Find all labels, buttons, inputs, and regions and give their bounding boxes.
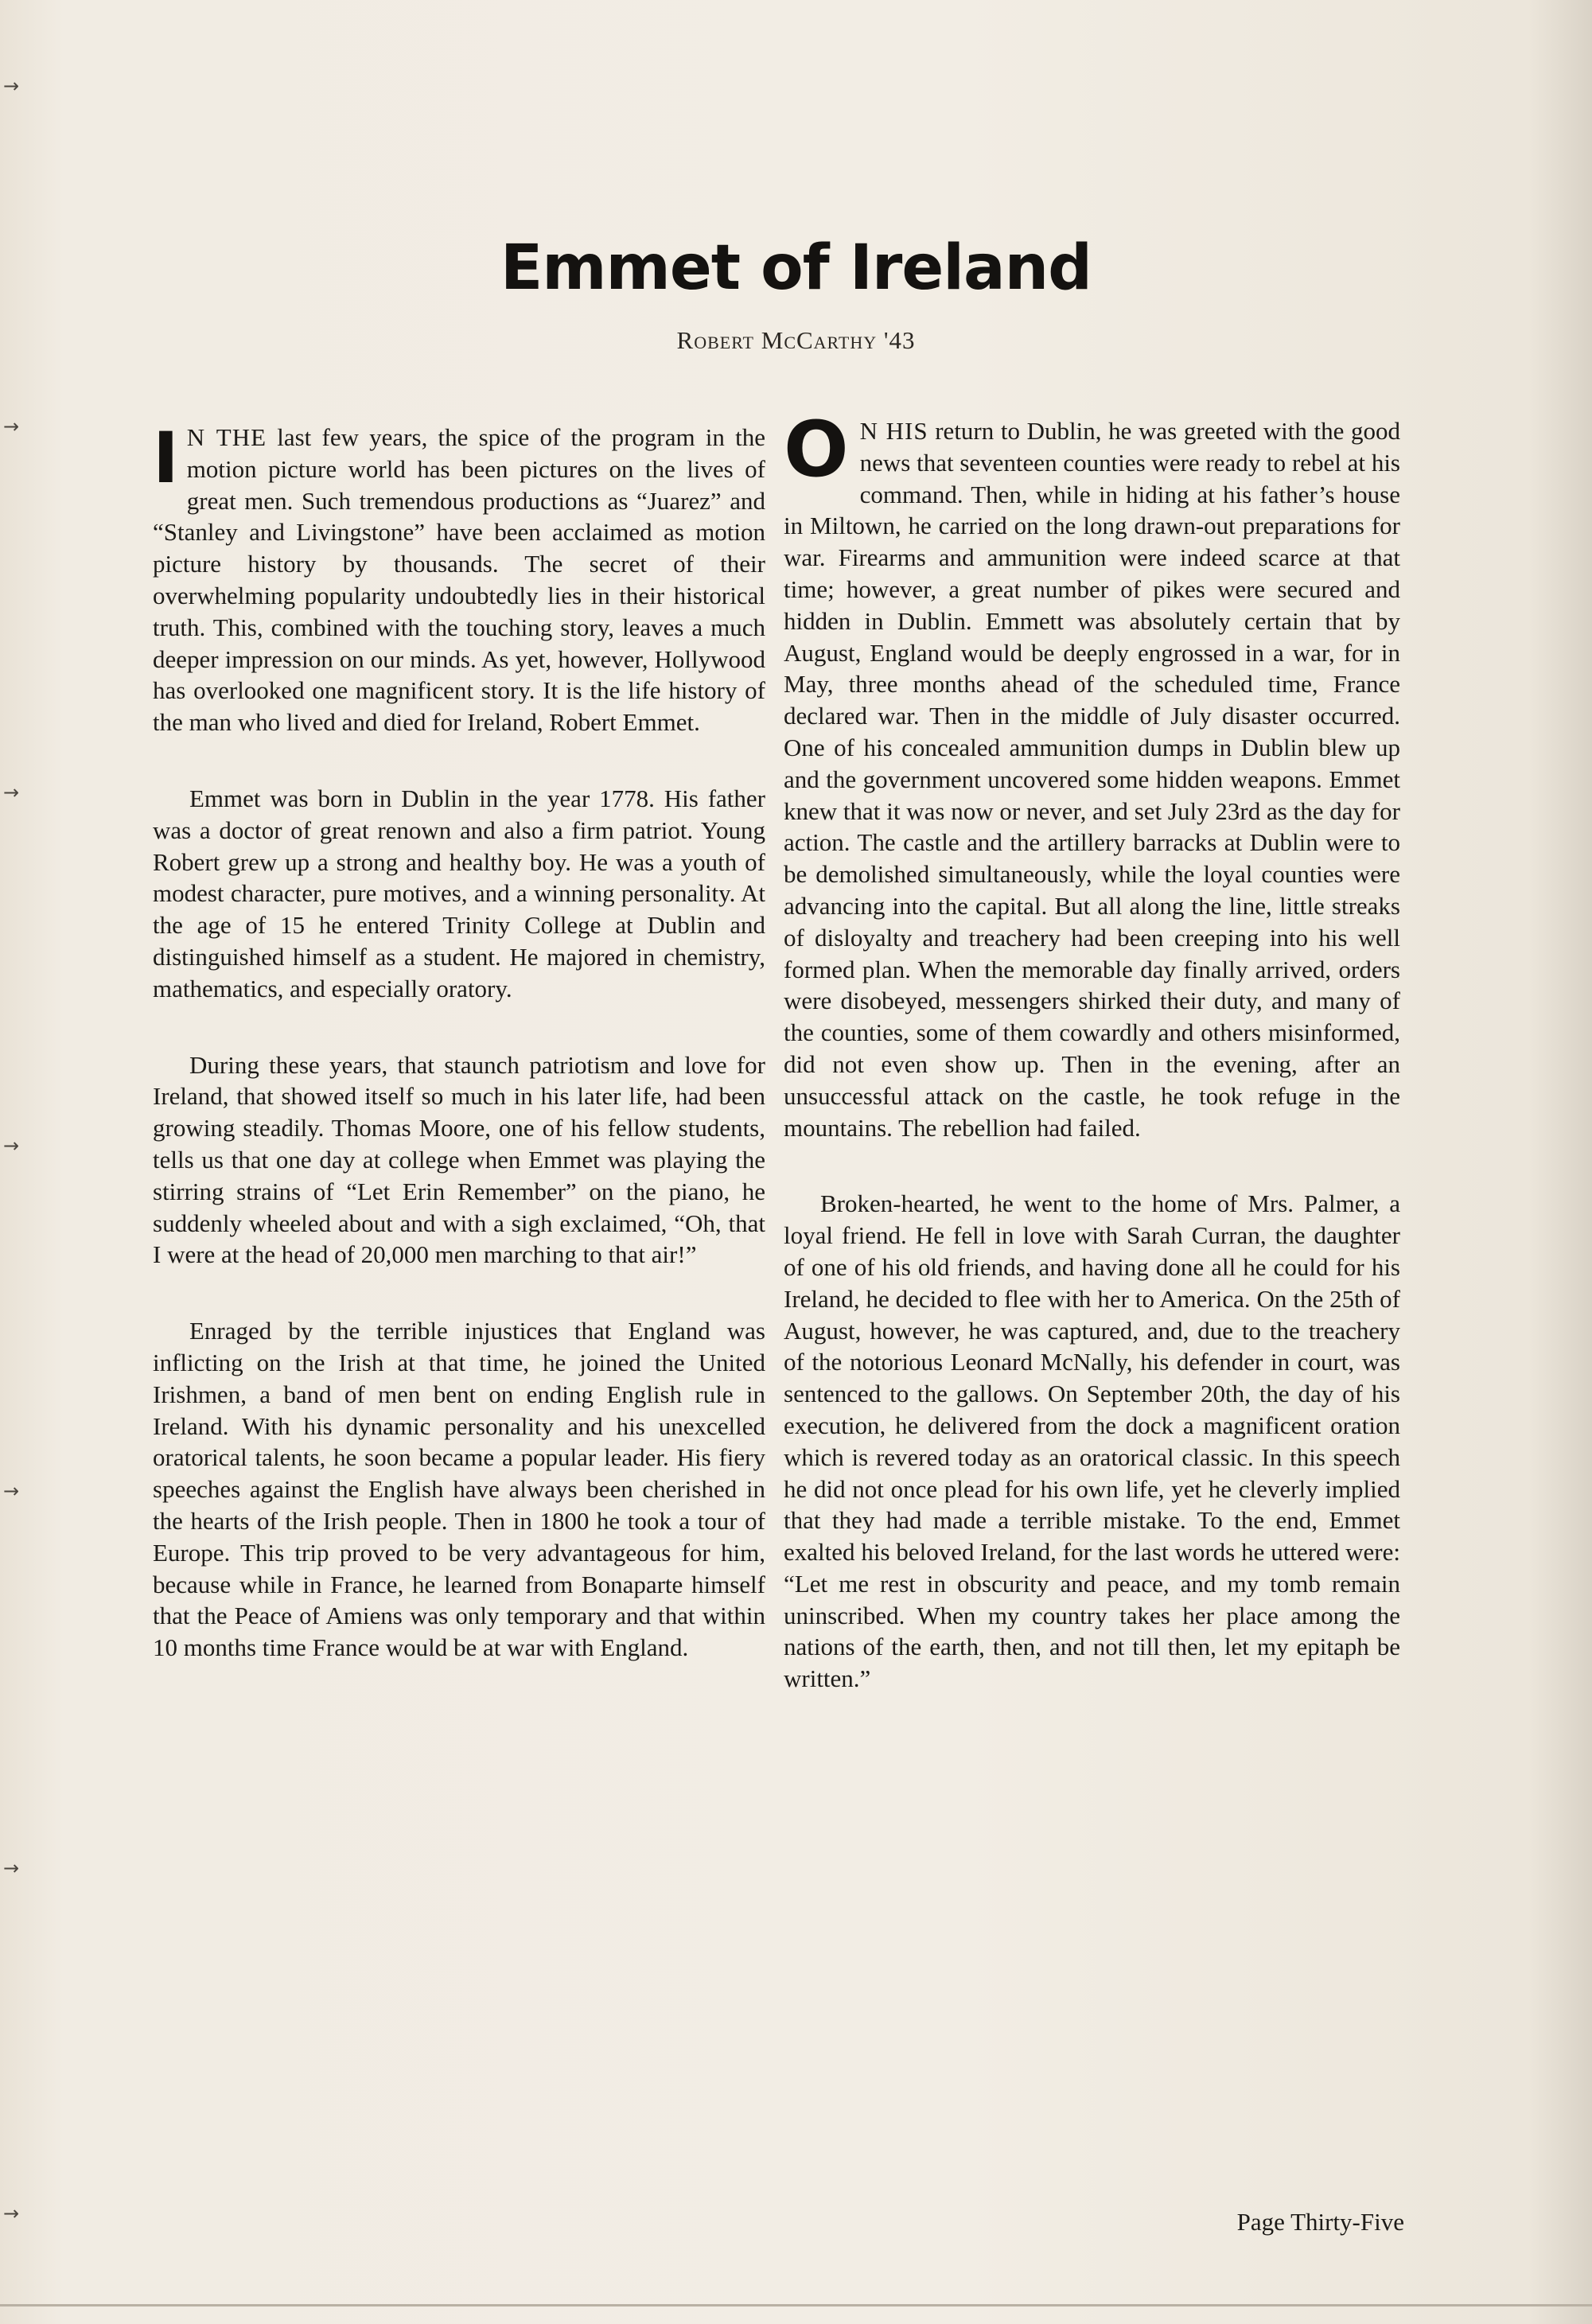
paragraph bbox=[784, 405, 1400, 1143]
drop-cap: I bbox=[153, 417, 179, 499]
binding-staple-mark: → bbox=[3, 1857, 20, 1879]
paragraph: During these years, that staunch patriotism and love for Ireland, that showed itself so much in his later life, had been growing steadily. Thomas Moore, one of his fellow students, tells us that one day at college when Emmet was playing the stirring strains of “Let Erin Remember” on the piano, he suddenly wheeled about and with a sigh exclaimed, “Oh, that I were at the head of 20,000 men marching to that air!” bbox=[153, 1050, 765, 1269]
paragraph: Broken-hearted, he went to the home of Mrs. Palmer, a loyal friend. He fell in love with Sarah Curran, the daughter of one of his old friends, and having done all he could for his Ireland, he decided to flee with her to America. On the 25th of August, however, he was captured, and, due to the treachery of the notorious Leonard McNally, his defender in court, was sentenced to the gallows. On September 20th, the day of his execution, he delivered from the dock a magnificent oration which is revered today as an oratorical classic. In this speech he did not once plead for his own life, yet he cleverly implied that they had made a terrible mistake. To the end, Emmet exalted his beloved Ireland, for the last words he uttered were: “Let me rest in obscurity and peace, and my tomb remain uninscribed. When my country takes her place among the nations of the earth, then, and not till then, let my epitaph be written.” bbox=[784, 1189, 1400, 1693]
paragraph-text: last few years, the spice of the program in the motion picture world has been pictures on the lives of great men. Such tremendous productions as “Juarez” and “Stanley and Livingstone” have been acclaimed as motion picture history by thousands. The secret of their overwhelming popularity undoubtedly lies in their historical truth. This, combined with the touching story, leaves a much deeper impression on our minds. As yet, however, Hollywood has overlooked one magnificent story. It is the life history of the man who lived and died for Ireland, Robert Emmet. bbox=[153, 423, 765, 737]
lead-in: N HIS bbox=[859, 417, 928, 445]
binding-staple-mark: → bbox=[3, 781, 20, 804]
paragraph bbox=[153, 417, 765, 738]
page-edge bbox=[0, 2304, 1592, 2306]
binding-staple-mark: → bbox=[3, 2202, 20, 2225]
article-byline: Robert McCarthy '43 bbox=[676, 326, 916, 354]
paragraph: Emmet was born in Dublin in the year 1778. His father was a doctor of great renown and also a firm patriot. Young Robert grew up a strong and healthy boy. He was a youth of modest character, pure motives, and a winning personality. At the age of 15 he entered Trinity College at Dublin and distinguished himself as a student. He majored in chemistry, mathematics, and especially oratory. bbox=[153, 784, 765, 1002]
article-title: Emmet of Ireland bbox=[500, 232, 1092, 304]
paragraph-text: return to Dublin, he was greeted with the good news that seventeen counties were ready to rebel at his command. Then, while in hiding at his father’s house in Miltown, he carried on the long drawn-out preparations for war. Firearms and ammunition were indeed scarce at that time; however, a great number of pikes were secured and hidden in Dublin. Emmett was absolutely certain that by August, England would be deeply engrossed in a war, for in May, three months ahead of the scheduled time, France declared war. Then in the middle of July disaster occurred. One of his concealed ammunition dumps in Dublin blew up and the government uncovered some hidden weapons. Emmet knew that it was now or never, and set July 23rd as the day for action. The castle and the artillery barracks at Dublin were to be demolished simultaneously, while the loyal counties were advancing into the capital. But all along the line, little streaks of disloyalty and treachery had been creeping into his well formed plan. When the memorable day finally arrived, orders were disobeyed, messengers shirked their duty, and many of the counties, some of them cowardly and others misinformed, did not even show up. Then in the evening, after an unsuccessful attack on the castle, he took refuge in the mountains. The rebellion had failed. bbox=[784, 417, 1400, 1142]
binding-staple-mark: → bbox=[3, 1480, 20, 1502]
binding-staple-mark: → bbox=[3, 415, 20, 438]
binding-staple-mark: → bbox=[3, 1135, 20, 1157]
lead-in: N THE bbox=[186, 423, 267, 451]
paragraph: Enraged by the terrible injustices that England was inflicting on the Irish at that time, he joined the United Irishmen, a band of men bent on ending English rule in Ireland. With his dynamic personality and his unexcelled oratorical talents, he soon became a popular leader. His fiery speeches against the English have always been cherished in the hearts of the Irish people. Then in 1800 he took a tour of Europe. This trip proved to be very advantageous for him, because while in France, he learned from Bonaparte himself that the Peace of Amiens was only temporary and that within 10 months time France would be at war with England. bbox=[153, 1317, 765, 1662]
binding-staple-mark: → bbox=[3, 75, 20, 97]
page-number: Page Thirty-Five bbox=[1236, 2208, 1404, 2236]
drop-cap: O bbox=[784, 405, 849, 494]
left-column bbox=[153, 417, 765, 1708]
right-column bbox=[784, 405, 1400, 1739]
